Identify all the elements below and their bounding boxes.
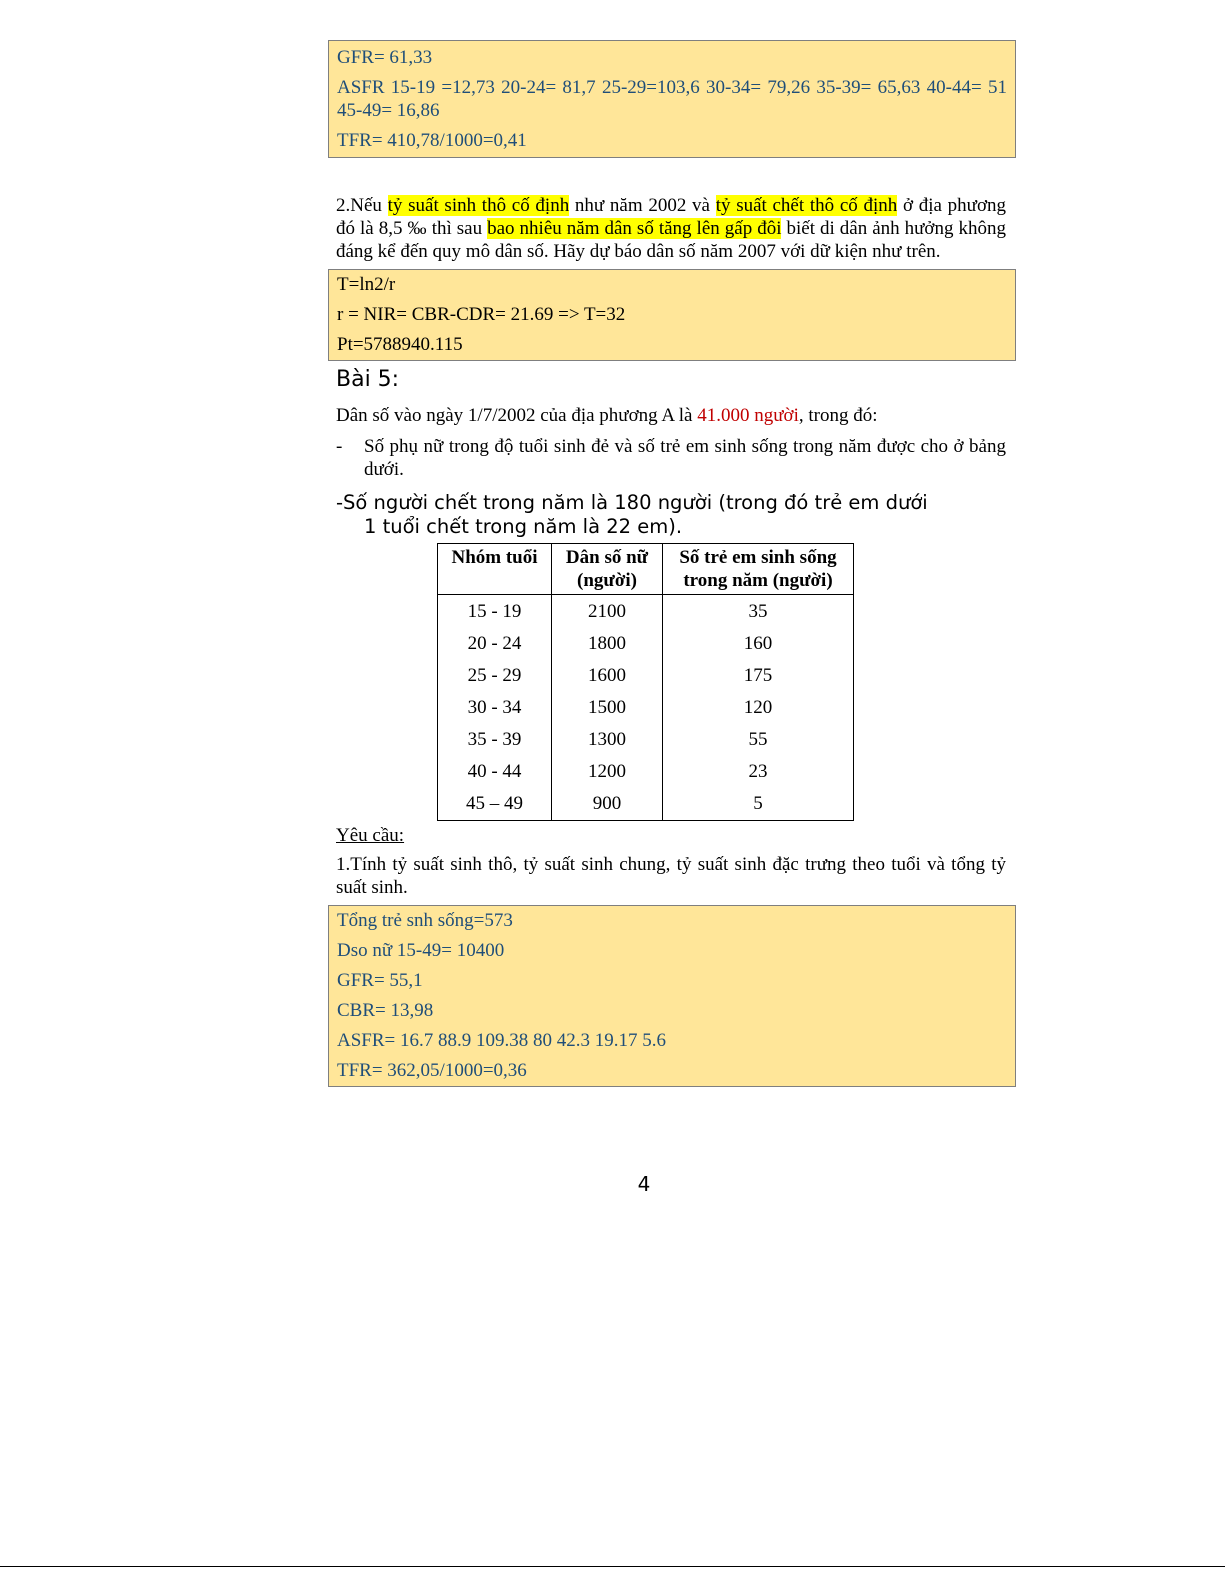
answer-line: ASFR 15-19 =12,73 20-24= 81,7 25-29=103,6 30-34= 79,26 35-39= 65,63 40-44= 51 45-49= 16,86 <box>337 77 1007 121</box>
answer-line: GFR= 55,1 <box>337 970 423 991</box>
highlight: tỷ suất sinh thô cố định <box>387 195 570 216</box>
cell-female: 1500 <box>552 692 663 724</box>
list-item-text: Số phụ nữ trong độ tuổi sinh đẻ và số trẻ em sinh sống trong năm được cho ở bảng dưới. <box>364 436 1006 480</box>
answer-line: T=ln2/r <box>337 274 396 295</box>
cell-age: 20 - 24 <box>438 628 552 660</box>
cell-age: 25 - 29 <box>438 660 552 692</box>
answer-line: r = NIR= CBR-CDR= 21.69 => T=32 <box>337 304 626 325</box>
question-text: như năm 2002 và <box>569 195 716 216</box>
answer-box-3 <box>328 905 1016 1087</box>
cell-age: 40 - 44 <box>438 756 552 788</box>
answer-box-2 <box>328 269 1016 361</box>
exercise-intro <box>336 404 1006 427</box>
fertility-table <box>437 543 854 821</box>
cell-female: 1600 <box>552 660 663 692</box>
cell-births: 23 <box>663 756 854 788</box>
cell-age: 45 – 49 <box>438 788 552 821</box>
requirement-text: 1.Tính tỷ suất sinh thô, tỷ suất sinh chung, tỷ suất sinh đặc trưng theo tuổi và tổng tỷ suất sinh. <box>336 854 1006 898</box>
exercise-title: Bài 5: <box>336 367 400 392</box>
table-row <box>438 660 854 692</box>
requirement-label: Yêu cầu: <box>336 825 405 846</box>
cell-births: 35 <box>663 595 854 629</box>
cell-age: 30 - 34 <box>438 692 552 724</box>
answer-line: Pt=5788940.115 <box>337 334 463 355</box>
cell-births: 5 <box>663 788 854 821</box>
cell-births: 175 <box>663 660 854 692</box>
deaths-note <box>336 491 1006 539</box>
population-value: 41.000 người <box>697 405 799 426</box>
cell-female: 1800 <box>552 628 663 660</box>
question-text: biết di dân ảnh hưởng không đáng kể đến quy mô dân số. Hãy dự báo dân số năm 2007 với dữ kiện như trên. <box>336 218 1006 262</box>
header-live-births: Số trẻ em sinh sống trong năm (người) <box>663 544 854 595</box>
question-2 <box>336 194 1006 263</box>
cell-births: 55 <box>663 724 854 756</box>
note-line: 1 tuổi chết trong năm là 22 em). <box>364 515 683 538</box>
table-row <box>438 756 854 788</box>
highlight: bao nhiêu năm dân số tăng lên gấp đôi <box>487 218 782 239</box>
question-text: 2.Nếu <box>336 195 388 216</box>
answer-line: ASFR= 16.7 88.9 109.38 80 42.3 19.17 5.6 <box>337 1030 666 1051</box>
question-text: ở địa phương đó là 8,5 ‰ thì sau <box>336 195 1006 239</box>
note-line: -Số người chết trong năm là 180 người (trong đó trẻ em dưới <box>336 491 928 514</box>
table-header-row <box>438 544 854 595</box>
cell-female: 1300 <box>552 724 663 756</box>
page-number: 4 <box>637 1172 651 1196</box>
cell-births: 160 <box>663 628 854 660</box>
footer-divider <box>0 1566 1225 1567</box>
cell-female: 2100 <box>552 595 663 629</box>
cell-age: 15 - 19 <box>438 595 552 629</box>
table-row <box>438 692 854 724</box>
table-row <box>438 595 854 629</box>
list-dash: - <box>336 436 343 457</box>
answer-line: TFR= 410,78/1000=0,41 <box>337 130 527 151</box>
table-row <box>438 724 854 756</box>
highlight: tỷ suất chết thô cố định <box>715 195 898 216</box>
document-page <box>336 40 1006 1087</box>
intro-text: Dân số vào ngày 1/7/2002 của địa phương A là <box>336 405 698 426</box>
intro-text: , trong đó: <box>798 405 878 426</box>
list-item <box>336 435 1006 481</box>
table-row <box>438 788 854 821</box>
cell-female: 900 <box>552 788 663 821</box>
header-age-group: Nhóm tuổi <box>438 544 552 595</box>
cell-female: 1200 <box>552 756 663 788</box>
answer-line: TFR= 362,05/1000=0,36 <box>337 1060 527 1081</box>
answer-line: GFR= 61,33 <box>337 47 433 68</box>
cell-age: 35 - 39 <box>438 724 552 756</box>
answer-line: Tổng trẻ snh sống=573 <box>337 910 513 931</box>
header-female-population: Dân số nữ (người) <box>552 544 663 595</box>
answer-line: Dso nữ 15-49= 10400 <box>337 940 505 961</box>
answer-line: CBR= 13,98 <box>337 1000 434 1021</box>
table-row <box>438 628 854 660</box>
answer-box-1 <box>328 40 1016 158</box>
cell-births: 120 <box>663 692 854 724</box>
